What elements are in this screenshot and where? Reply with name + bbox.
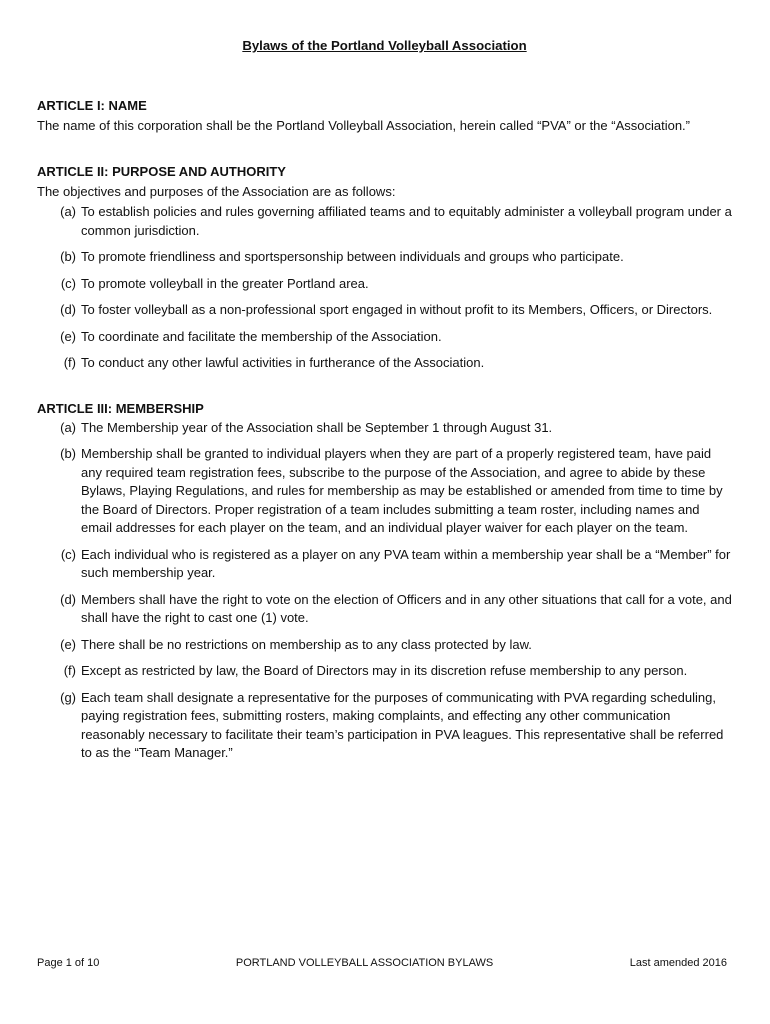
list-item	[37, 328, 732, 347]
footer-page-number: Page 1 of 10	[37, 957, 100, 969]
list-item-text: Each individual who is registered as a player on any PVA team within a membership year shall be a “Member” for such membership year.	[81, 546, 731, 580]
list-item-text: To promote friendliness and sportspersonship between individuals and groups who participate.	[81, 249, 624, 264]
list-item-marker: (f)	[63, 355, 76, 370]
page-footer	[37, 957, 727, 969]
list-item-marker: (c)	[60, 275, 76, 291]
list-item-marker: (c)	[60, 546, 76, 562]
list-item-marker: (e)	[60, 328, 76, 344]
list-item-text: Each team shall designate a representative for the purposes of communicating with PVA regarding scheduling, paying registration fees, submitting rosters, making complaints, and effecting any other communication reasonably necessary to facilitate their team’s participation in PVA leagues. This representative shall be referred to as the “Team Manager.”	[81, 689, 724, 760]
list-item-text: The Membership year of the Association shall be September 1 through August 31.	[81, 419, 553, 435]
articles-container	[37, 97, 732, 763]
list-item	[37, 248, 732, 267]
article-section	[37, 400, 732, 763]
list-item-marker: (b)	[60, 446, 76, 461]
article-list	[37, 203, 732, 373]
article-section	[37, 163, 732, 373]
list-item-marker: (f)	[63, 663, 76, 678]
list-item	[37, 636, 732, 655]
list-item-text: Membership shall be granted to individual players when they are part of a properly registered team, have paid any required team registration fees, subscribe to the purpose of the Association, and agree to abide by these Bylaws, Playing Regulations, and rules for membership as may be established or amended from time to time by the Board of Directors. Proper registration of a team includes submitting a team roster, including names and email addresses for each player on the team, and an individual player waiver for each player on the team.	[81, 446, 723, 535]
article-list	[37, 419, 732, 763]
footer-document-name: PORTLAND VOLLEYBALL ASSOCIATION BYLAWS	[235, 957, 494, 969]
list-item-marker: (d)	[60, 302, 76, 317]
list-item-marker: (b)	[60, 249, 76, 264]
list-item-text: Except as restricted by law, the Board of Directors may in its discretion refuse membership to any person.	[81, 663, 688, 678]
list-item	[37, 689, 732, 763]
list-item	[37, 203, 732, 240]
document-body	[37, 38, 732, 790]
list-item-text: Members shall have the right to vote on the election of Officers and in any other situations that call for a vote, and shall have the right to cast one (1) vote.	[81, 591, 732, 625]
list-item-marker: (g)	[60, 689, 76, 705]
article-intro: The name of this corporation shall be the Portland Volleyball Association, herein called “PVA” or the “Association.”	[37, 118, 690, 133]
article-heading: ARTICLE II: PURPOSE AND AUTHORITY	[37, 163, 286, 179]
list-item-text: To foster volleyball as a non-professional sport engaged in without profit to its Members, Officers, or Directors.	[81, 302, 713, 317]
list-item-text: There shall be no restrictions on membership as to any class protected by law.	[81, 636, 532, 652]
article-section	[37, 97, 732, 136]
list-item	[37, 275, 732, 294]
list-item	[37, 546, 732, 583]
list-item-text: To conduct any other lawful activities in furtherance of the Association.	[81, 355, 485, 370]
article-heading: ARTICLE III: MEMBERSHIP	[37, 400, 204, 416]
footer-last-amended: Last amended 2016	[629, 957, 727, 969]
list-item	[37, 301, 732, 320]
list-item-marker: (a)	[60, 204, 76, 219]
list-item	[37, 419, 732, 438]
list-item	[37, 662, 732, 681]
list-item-text: To establish policies and rules governing affiliated teams and to equitably administer a volleyball program under a common jurisdiction.	[81, 204, 732, 238]
article-heading: ARTICLE I: NAME	[37, 98, 147, 113]
list-item-text: To coordinate and facilitate the membership of the Association.	[81, 328, 442, 344]
list-item-marker: (e)	[60, 636, 76, 652]
list-item-text: To promote volleyball in the greater Portland area.	[81, 275, 369, 291]
list-item	[37, 354, 732, 373]
article-intro: The objectives and purposes of the Association are as follows:	[37, 183, 396, 199]
document-title: Bylaws of the Portland Volleyball Association	[242, 38, 527, 53]
list-item-marker: (a)	[60, 419, 76, 435]
list-item	[37, 445, 732, 538]
list-item	[37, 591, 732, 628]
list-item-marker: (d)	[60, 591, 76, 607]
